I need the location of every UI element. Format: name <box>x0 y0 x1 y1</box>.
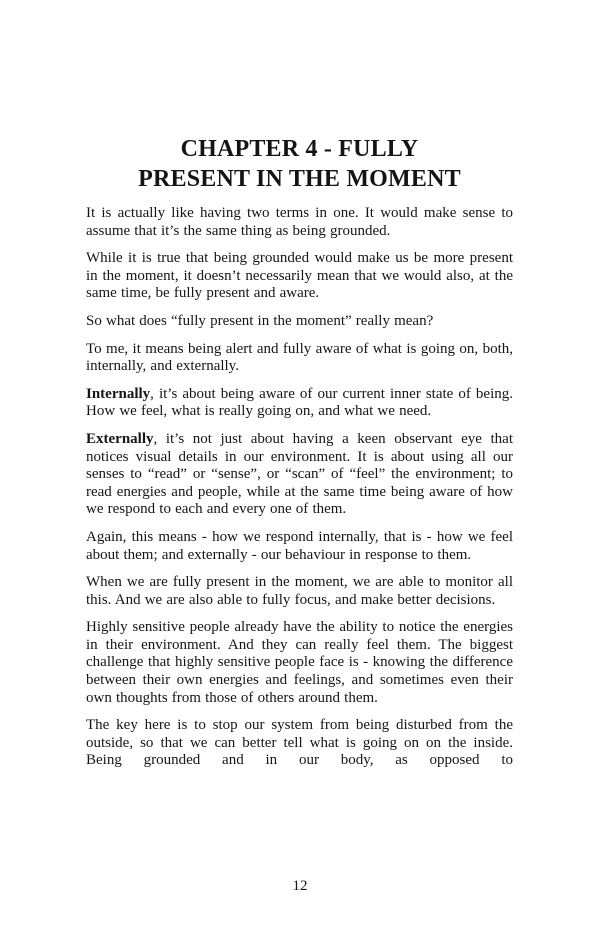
paragraph-text: So what does “fully present in the moment” really mean? <box>86 312 434 329</box>
paragraph <box>86 205 513 240</box>
paragraph-text: The key here is to stop our system from being disturbed from the outside, so that we can better tell what is going on on the inside. Being grounded and in our body, as opposed to <box>86 717 513 769</box>
paragraph-text: When we are fully present in the moment, we are able to monitor all this. And we are also able to fully focus, and make better decisions. <box>86 574 513 608</box>
paragraph <box>86 341 513 376</box>
paragraph-lead-bold: Externally <box>86 430 154 447</box>
chapter-title-line-1: CHAPTER 4 - FULLY <box>180 136 419 162</box>
paragraph <box>86 250 513 303</box>
paragraph <box>86 574 513 609</box>
paragraph <box>86 529 513 564</box>
paragraph-text: While it is true that being grounded would make us be more present in the moment, it doesn’t necessarily mean that we would also, at the same time, be fully present and aware. <box>86 250 513 302</box>
chapter-title <box>86 134 513 194</box>
paragraph-text: , it’s about being aware of our current inner state of being. How we feel, what is really going on, and what we need. <box>86 385 513 420</box>
paragraph-text: Again, this means - how we respond internally, that is - how we feel about them; and externally - our behaviour in response to them. <box>86 528 513 563</box>
paragraph <box>86 313 513 331</box>
paragraph <box>86 717 513 770</box>
paragraph <box>86 386 513 421</box>
paragraph <box>86 431 513 519</box>
chapter-title-line-2: PRESENT IN THE MOMENT <box>138 166 461 192</box>
page-number: 12 <box>292 878 308 894</box>
page-content <box>86 134 513 780</box>
paragraph-lead-bold: Internally <box>86 385 151 402</box>
paragraph-text: , it’s not just about having a keen observant eye that notices visual details in our environment. It is about using all our senses to “read” or “sense”, or “scan” of “feel” the environment; to read energies and people, while at the same time being aware of how we respond to each and every one of them. <box>86 430 513 518</box>
paragraph-text: To me, it means being alert and fully aware of what is going on, both, internally, and externally. <box>86 340 513 375</box>
paragraph-text: Highly sensitive people already have the ability to notice the energies in their environment. And they can really feel them. The biggest challenge that highly sensitive people face is - knowing the difference between their own energies and feelings, and sometimes even their own thoughts from those of others around them. <box>86 619 513 706</box>
paragraph-text: It is actually like having two terms in one. It would make sense to assume that it’s the same thing as being grounded. <box>86 205 513 239</box>
paragraph <box>86 619 513 707</box>
